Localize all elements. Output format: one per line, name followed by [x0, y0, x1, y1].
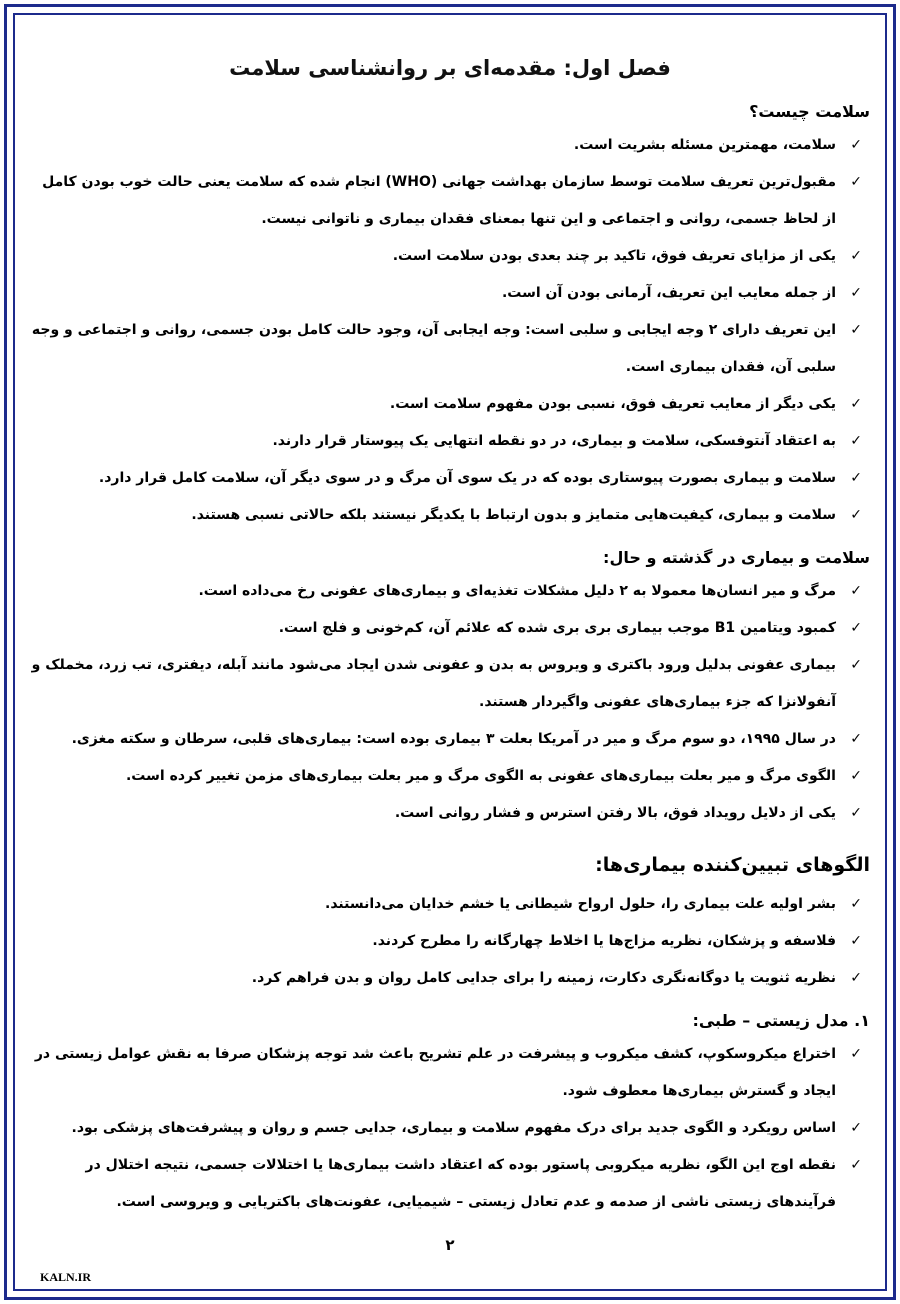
section-heading: سلامت چیست؟ [749, 102, 870, 121]
list-item: ✓ یکی از دلایل رویداد فوق، بالا رفتن استرس و فشار روانی است. [30, 795, 868, 832]
check-icon: ✓ [850, 805, 862, 821]
list-item: ✓ بیماری عفونی بدلیل ورود باکتری و ویروس به بدن و عفونی شدن ایجاد می‌شود مانند آبله، دیفتری، تب زرد، مخملک و آنفولانزا که جزء بیماری‌های عفونی واگیردار هستند. [30, 647, 868, 721]
page-number: ۲ [445, 1236, 455, 1254]
section-heading: سلامت و بیماری در گذشته و حال: [603, 548, 870, 567]
check-icon: ✓ [850, 137, 862, 153]
list-item: ✓ سلامت و بیماری، کیفیت‌هایی متمایز و بدون ارتباط با یکدیگر نیستند بلکه حالاتی نسبی هستند. [30, 497, 868, 534]
section-disease-models [30, 854, 870, 997]
check-icon: ✓ [850, 433, 862, 449]
check-icon: ✓ [850, 285, 862, 301]
check-icon: ✓ [850, 731, 862, 747]
section-biomedical-model [30, 1011, 870, 1221]
check-icon: ✓ [850, 896, 862, 912]
section-past-and-present [30, 548, 870, 832]
check-icon: ✓ [850, 657, 862, 673]
list-item: ✓ مقبول‌ترین تعریف سلامت توسط سازمان بهداشت جهانی (WHO) انجام شده که سلامت یعنی حالت خوب بودن کامل از لحاظ جسمی، روانی و اجتماعی و این تنها بمعنای فقدان بیماری و ناتوانی نیست. [30, 164, 868, 238]
list-item: ✓ یکی دیگر از معایب تعریف فوق، نسبی بودن مفهوم سلامت است. [30, 386, 868, 423]
section-heading: ۱. مدل زیستی – طبی: [692, 1011, 870, 1030]
check-icon: ✓ [850, 507, 862, 523]
list-item: ✓ این تعریف دارای ۲ وجه ایجابی و سلبی است: وجه ایجابی آن، وجود حالت کامل بودن جسمی، روانی و اجتماعی و وجه سلبی آن، فقدان بیماری است. [30, 312, 868, 386]
footer-site-logo: KALN.IR [40, 1270, 92, 1284]
list-item: ✓ نقطه اوج این الگو، نظریه میکروبی پاستور بوده که اعتقاد داشت بیماری‌ها یا اختلالات جسمی، نتیجه اختلال در فرآیندهای زیستی ناشی از صدمه و عدم تعادل زیستی – شیمیایی، عفونت‌های باکتریایی و ویروسی است. [30, 1147, 868, 1221]
list-item: ✓ فلاسفه و پزشکان، نظریه مزاج‌ها یا اخلاط چهارگانه را مطرح کردند. [30, 923, 868, 960]
list-item: ✓ اساس رویکرد و الگوی جدید برای درک مفهوم سلامت و بیماری، جدایی جسم و روان و پیشرفت‌های پزشکی بود. [30, 1110, 868, 1147]
list-item: ✓ سلامت، مهمترین مسئله بشریت است. [30, 127, 868, 164]
list-item: ✓ مرگ و میر انسان‌ها معمولا به ۲ دلیل مشکلات تغذیه‌ای و بیماری‌های عفونی رخ می‌داده است. [30, 573, 868, 610]
list-item: ✓ از جمله معایب این تعریف، آرمانی بودن آن است. [30, 275, 868, 312]
check-icon: ✓ [850, 620, 862, 636]
check-icon: ✓ [850, 583, 862, 599]
list-item: ✓ در سال ۱۹۹۵، دو سوم مرگ و میر در آمریکا بعلت ۳ بیماری بوده است: بیماری‌های قلبی، سرطان و سکته مغزی. [30, 721, 868, 758]
list-item: ✓ کمبود ویتامین B1 موجب بیماری بری بری شده که علائم آن، کم‌خونی و فلج است. [30, 610, 868, 647]
list-item: ✓ بشر اولیه علت بیماری را، حلول ارواح شیطانی یا خشم خدایان می‌دانستند. [30, 886, 868, 923]
check-icon: ✓ [850, 322, 862, 338]
check-icon: ✓ [850, 768, 862, 784]
check-icon: ✓ [850, 933, 862, 949]
check-icon: ✓ [850, 1157, 862, 1173]
check-icon: ✓ [850, 470, 862, 486]
check-icon: ✓ [850, 396, 862, 412]
section-heading: الگوهای تبیین‌کننده بیماری‌ها: [595, 854, 870, 876]
check-icon: ✓ [850, 248, 862, 264]
chapter-title: فصل اول: مقدمه‌ای بر روانشناسی سلامت [229, 56, 671, 80]
list-item: ✓ یکی از مزایای تعریف فوق، تاکید بر چند بعدی بودن سلامت است. [30, 238, 868, 275]
check-icon: ✓ [850, 1046, 862, 1062]
document-body [30, 52, 870, 1221]
list-item: ✓ نظریه ثنویت یا دوگانه‌نگری دکارت، زمینه را برای جدایی کامل روان و بدن فراهم کرد. [30, 960, 868, 997]
check-icon: ✓ [850, 174, 862, 190]
section-what-is-health [30, 102, 870, 534]
list-item: ✓ اختراع میکروسکوپ، کشف میکروب و پیشرفت در علم تشریح باعث شد توجه پزشکان صرفا به نقش عوامل زیستی در ایجاد و گسترش بیماری‌ها معطوف شود. [30, 1036, 868, 1110]
check-icon: ✓ [850, 970, 862, 986]
check-icon: ✓ [850, 1120, 862, 1136]
list-item: ✓ به اعتقاد آنتوفسکی، سلامت و بیماری، در دو نقطه انتهایی یک پیوستار قرار دارند. [30, 423, 868, 460]
list-item: ✓ سلامت و بیماری بصورت پیوستاری بوده که در یک سوی آن مرگ و در سوی دیگر آن، سلامت کامل قرار دارد. [30, 460, 868, 497]
list-item: ✓ الگوی مرگ و میر بعلت بیماری‌های عفونی به الگوی مرگ و میر بعلت بیماری‌های مزمن تغییر کرده است. [30, 758, 868, 795]
